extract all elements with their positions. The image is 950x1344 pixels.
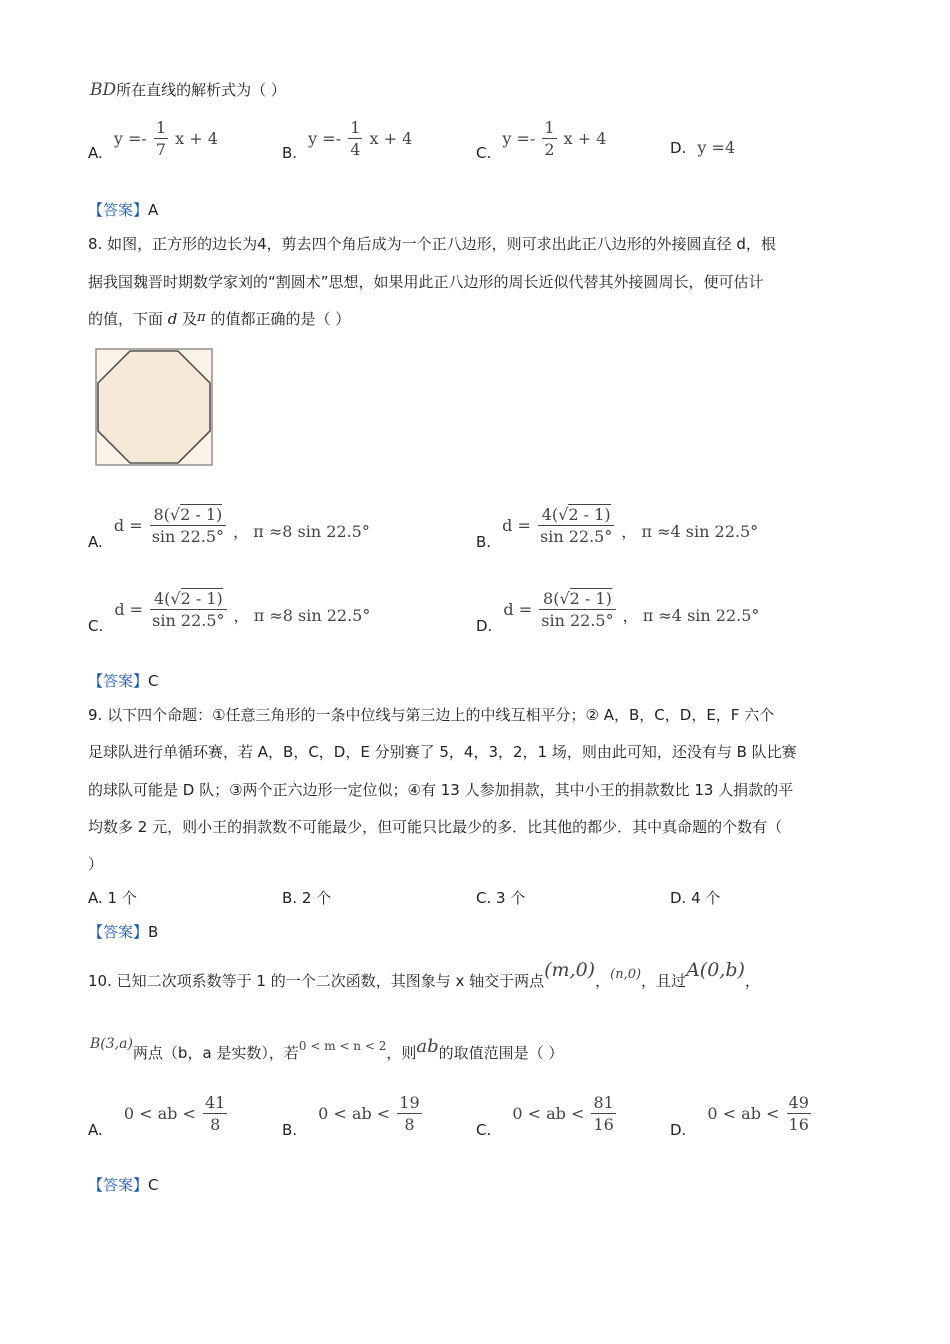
q9-answer	[88, 922, 158, 942]
q9-option-a: A. 1 个	[88, 889, 137, 907]
q7-answer	[88, 200, 158, 220]
q9-line-2: 足球队进行单循环赛，若 A，B，C，D，E 分别赛了 5，4，3，2，1 场，则由此可知，还没有与 B 队比赛	[88, 743, 797, 761]
q8-line-2: 据我国魏晋时期数学家刘的“割圆术”思想，如果用此正八边形的周长近似代替其外接圆周长，便可估计	[88, 273, 764, 291]
answer-tag: 【答案】	[88, 201, 149, 219]
q10-line-1: 10. 已知二次项系数等于 1 的一个二次函数，其图象与 x 轴交于两点(m,0)，(n,0)，且过A(0,b)，	[88, 959, 760, 990]
q10-option-d: D. 0 < ab < $\frac{49}{16}$	[670, 1093, 809, 1139]
octagon-figure	[94, 347, 216, 469]
option-rhs: x + 4	[369, 129, 413, 148]
fraction: $\frac{1}{2}$	[544, 118, 555, 159]
fraction: $\frac{41}{8}$	[204, 1093, 226, 1134]
option-lhs: y =-	[308, 129, 342, 148]
answer-tag: 【答案】	[88, 1176, 149, 1194]
answer-value: C	[148, 672, 159, 690]
fraction: $\frac{1}{4}$	[350, 118, 361, 159]
fraction: $\frac{4(√2 - 1)}{\sin 22.5^\circ}$	[152, 589, 225, 630]
option-letter: A.	[88, 144, 103, 162]
q7-stem-math: BD	[90, 80, 117, 100]
q8-option-a: A. d = $\frac{8(√2 - 1)}{\sin 22.5^\circ}$ ， π ≈8 sin 22.5°	[88, 505, 370, 551]
q10-line-2: B(3,a)两点（b，a 是实数），若$^{0 < m < n < 2}$，则ab的取值范围是（ ）	[90, 1036, 564, 1062]
answer-value: B	[148, 923, 159, 941]
q10-option-a: A. 0 < ab < $\frac{41}{8}$	[88, 1093, 226, 1139]
fraction: $\frac{4(√2 - 1)}{\sin 22.5^\circ}$	[539, 505, 613, 546]
fraction: $\frac{8(√2 - 1)}{\sin 22.5^\circ}$	[151, 505, 225, 546]
option-lhs: y =-	[502, 129, 536, 148]
q8-option-c: C. d = $\frac{4(√2 - 1)}{\sin 22.5^\circ}$ ， π ≈8 sin 22.5°	[88, 589, 371, 635]
q10-option-c: C. 0 < ab < $\frac{81}{16}$	[476, 1093, 614, 1139]
q7-option-c	[476, 118, 606, 161]
option-lhs: y =-	[113, 129, 147, 148]
q8-option-b: B. d = $\frac{4(√2 - 1)}{\sin 22.5^\circ}$ ， π ≈4 sin 22.5°	[476, 505, 759, 551]
q7-stem	[90, 80, 286, 100]
q9-line-5: ）	[88, 855, 104, 873]
q10-option-b: B. 0 < ab < $\frac{19}{8}$	[282, 1093, 420, 1139]
option-letter: C.	[476, 144, 492, 162]
answer-tag: 【答案】	[88, 672, 149, 690]
q9-line-1: 9. 以下四个命题：①任意三角形的一条中位线与第三边上的中线互相平分；② A，B，C，D，E，F 六个	[88, 706, 775, 724]
fraction: $\frac{19}{8}$	[399, 1093, 420, 1134]
option-rhs: x + 4	[175, 129, 218, 148]
fraction: $\frac{49}{16}$	[788, 1093, 809, 1134]
option-expr: y =4	[697, 138, 736, 157]
octagon-shape	[98, 351, 210, 463]
q10-answer	[88, 1175, 159, 1195]
q9-line-4: 均数多 2 元，则小王的捐款数不可能最少，但可能只比最少的多．比其他的都少．其中真命题的个数有（	[88, 818, 783, 836]
q7-stem-text: 所在直线的解析式为（ ）	[116, 81, 286, 99]
option-letter: B.	[282, 144, 298, 162]
answer-tag: 【答案】	[88, 923, 149, 941]
q9-line-3: 的球队可能是 D 队；③两个正六边形一定位似；④有 13 人参加捐款，其中小王的捐款数比 13 人捐款的平	[88, 781, 794, 799]
q7-option-b	[282, 118, 412, 161]
option-rhs: x + 4	[563, 129, 607, 148]
fraction: $\frac{8(√2 - 1)}{\sin 22.5^\circ}$	[541, 589, 614, 630]
q8-line-1: 8. 如图，正方形的边长为4，剪去四个角后成为一个正八边形，则可求出此正八边形的外接圆直径 d，根	[88, 235, 776, 253]
q9-option-d: D. 4 个	[670, 889, 721, 907]
q8-answer	[88, 671, 159, 691]
q9-option-c: C. 3 个	[476, 889, 526, 907]
option-letter: D.	[670, 139, 687, 157]
q7-option-d	[670, 138, 735, 157]
q8-option-d: D. d = $\frac{8(√2 - 1)}{\sin 22.5^\circ}$ ， π ≈4 sin 22.5°	[476, 589, 760, 635]
answer-value: C	[148, 1176, 159, 1194]
q7-option-a	[88, 118, 218, 161]
answer-value: A	[148, 201, 159, 219]
fraction: $\frac{1}{7}$	[155, 118, 167, 159]
fraction: $\frac{81}{16}$	[593, 1093, 614, 1134]
q9-option-b: B. 2 个	[282, 889, 332, 907]
q8-line-3: 的值，下面 d 及π 的值都正确的是（ ）	[88, 310, 351, 328]
